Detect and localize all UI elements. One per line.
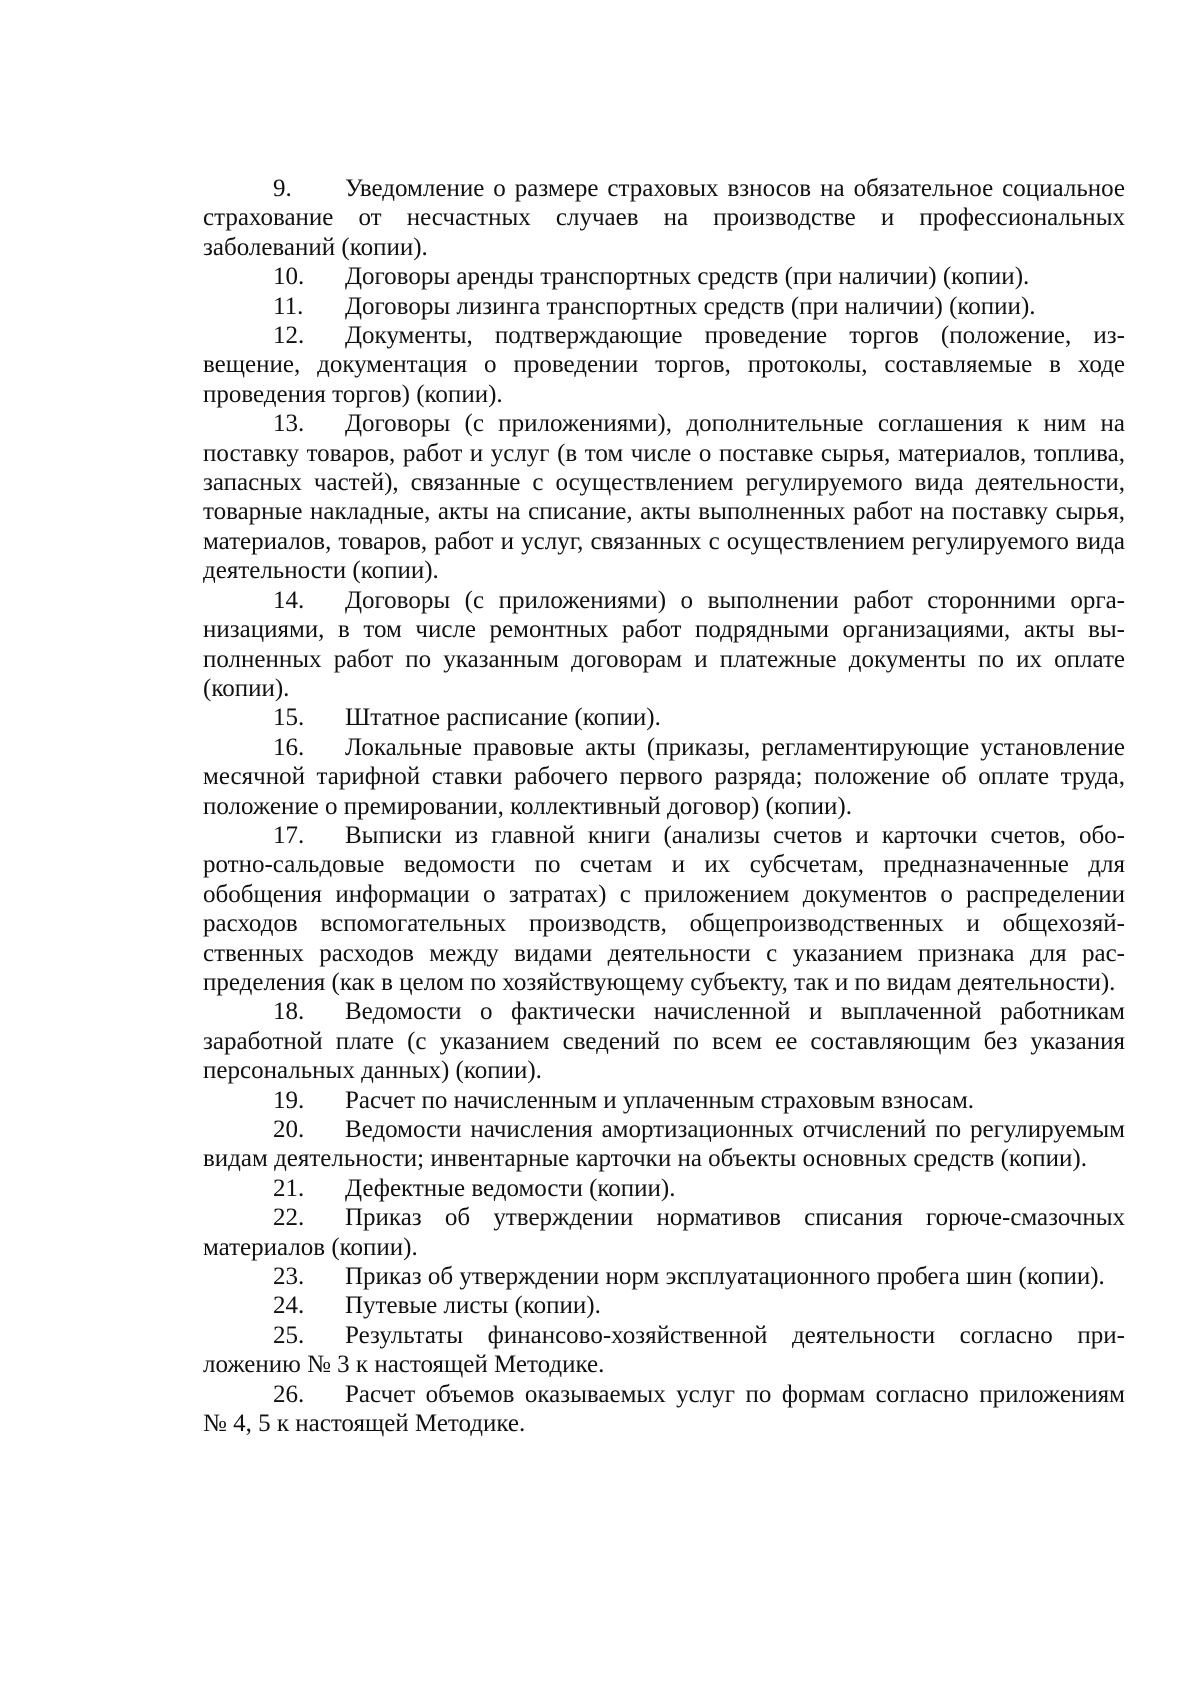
list-item <box>203 997 1125 1085</box>
list-item <box>203 1203 1125 1262</box>
list-item <box>203 321 1125 409</box>
item-number: 19. <box>273 1086 305 1114</box>
item-number: 12. <box>273 322 305 350</box>
item-text: Расчет объемов оказываемых услуг по формам согласно приложениям № 4, 5 к настоящей Методике. <box>203 1380 1125 1438</box>
list-item <box>203 1115 1125 1174</box>
item-number: 15. <box>273 704 305 732</box>
item-number: 10. <box>273 263 305 291</box>
list-item <box>203 292 1125 321</box>
item-text: Приказ об утверждении норм эксплуатационного пробега шин (копии). <box>345 1263 1105 1291</box>
list-item <box>203 174 1125 262</box>
list-item <box>203 821 1125 997</box>
item-number: 21. <box>273 1174 305 1202</box>
item-text: Договоры (с приложениями) о выполнении работ сторонними организациями, в том числе ремонтных работ подрядными организациями, акты выполненных работ по указанным договорам и платежные документы по их оплате (копии). <box>203 586 1125 702</box>
item-text: Выписки из главной книги (анализы счетов и карточки счетов, оборотно-сальдовые ведомости по счетам и их субсчетам, предназначенные для обобщения информации о затратах) с приложением документов о распределении расходов вспомогательных производств, общепроизводственных и общехозяйственных расходов между видами деятельности с указанием признака для распределения (как в целом по хозяйствующему субъекту, так и по видам деятельности). <box>203 821 1125 996</box>
item-text: Уведомление о размере страховых взносов на обязательное социальное страхование от несчастных случаев на производстве и профессиональных заболеваний (копии). <box>203 175 1125 261</box>
item-text: Документы, подтверждающие проведение торгов (положение, извещение, документация о проведении торгов, протоколы, составляемые в ходе проведения торгов) (копии). <box>203 322 1125 408</box>
item-number: 24. <box>273 1292 305 1320</box>
item-number: 16. <box>273 733 305 761</box>
list-item <box>203 1321 1125 1380</box>
item-text: Расчет по начисленным и уплаченным страховым взносам. <box>345 1086 975 1114</box>
list-item <box>203 1291 1125 1320</box>
list-item <box>203 733 1125 821</box>
list-item <box>203 1086 1125 1115</box>
item-text: Результаты финансово-хозяйственной деятельности согласно приложению № 3 к настоящей Методике. <box>203 1321 1125 1379</box>
item-number: 14. <box>273 586 305 614</box>
item-text: Договоры (с приложениями), дополнительные соглашения к ним на поставку товаров, работ и услуг (в том числе о поставке сырья, материалов, топлива, запасных частей), связанные с осуществлением регулируемого вида деятельности, товарные накладные, акты на списание, акты выполненных работ на поставку сырья, материалов, товаров, работ и услуг, связанных с осуществлением регулируемого вида деятельности (копии). <box>203 410 1125 585</box>
item-number: 26. <box>273 1380 305 1408</box>
item-number: 20. <box>273 1116 305 1143</box>
item-text: Договоры лизинга транспортных средств (при наличии) (копии). <box>345 292 1036 320</box>
item-number: 13. <box>273 410 305 438</box>
item-number: 25. <box>273 1321 305 1349</box>
item-number: 22. <box>273 1204 305 1232</box>
list-item <box>203 703 1125 732</box>
item-number: 18. <box>273 998 305 1026</box>
list-item <box>203 1262 1125 1291</box>
item-text: Дефектные ведомости (копии). <box>345 1174 676 1202</box>
item-text: Локальные правовые акты (приказы, регламентирующие установление месячной тарифной ставки рабочего первого разряда; положение об оплате труда, положение о премировании, коллективный договор) (копии). <box>203 733 1125 820</box>
item-text: Договоры аренды транспортных средств (при наличии) (копии). <box>345 263 1030 291</box>
list-item <box>203 1380 1125 1439</box>
document-body <box>203 174 1125 1438</box>
item-text: Штатное расписание (копии). <box>345 704 661 732</box>
list-item <box>203 409 1125 585</box>
item-text: Приказ об утверждении нормативов списания горюче-смазочных материалов (копии). <box>203 1204 1125 1261</box>
item-number: 11. <box>273 292 304 320</box>
list-item <box>203 1174 1125 1203</box>
item-number: 9. <box>273 175 292 202</box>
item-text: Ведомости начисления амортизационных отчислений по регулируемым видам деятельности; инвентарные карточки на объекты основных средств (копии). <box>203 1116 1125 1173</box>
list-item <box>203 586 1125 704</box>
list-item <box>203 262 1125 291</box>
item-text: Путевые листы (копии). <box>345 1292 601 1320</box>
item-text: Ведомости о фактически начисленной и выплаченной работникам заработной плате (с указанием сведений по всем ее составляющим без указания персональных данных) (копии). <box>203 998 1125 1085</box>
item-number: 23. <box>273 1263 305 1291</box>
item-number: 17. <box>273 821 305 849</box>
